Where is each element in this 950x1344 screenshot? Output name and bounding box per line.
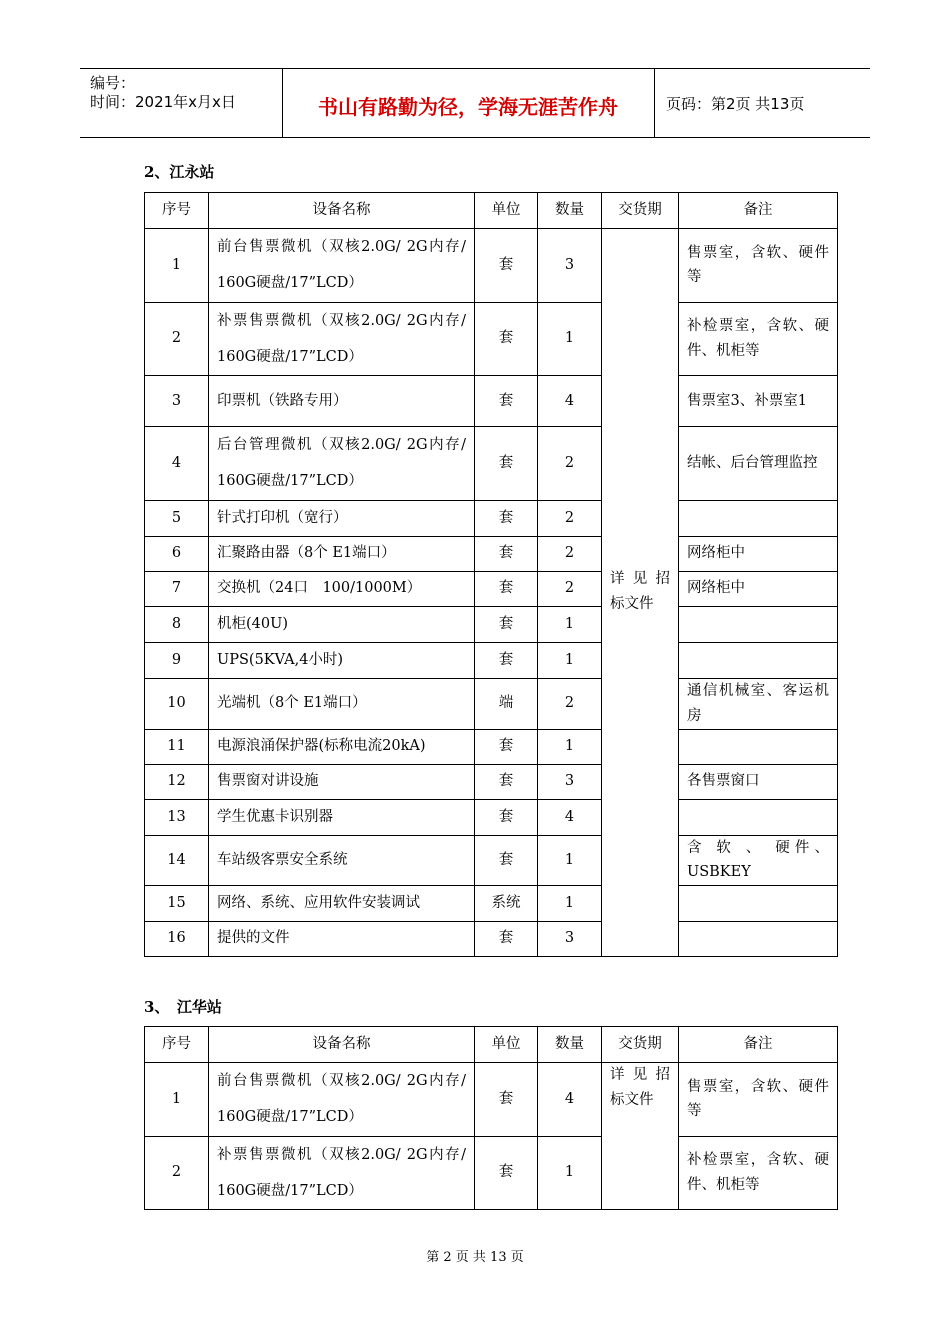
quantity-cell: 1 bbox=[538, 1136, 602, 1210]
note-cell bbox=[679, 606, 838, 642]
table-row bbox=[145, 642, 838, 678]
unit-cell: 系统 bbox=[475, 885, 538, 921]
row-number-cell: 1 bbox=[145, 1063, 209, 1137]
equipment-name-cell: 前台售票微机（双核2.0G/ 2G内存/ 160G硬盘/17”LCD） bbox=[209, 229, 475, 303]
table-row bbox=[145, 1063, 838, 1137]
equipment-name-cell: UPS(5KVA,4小时) bbox=[209, 642, 475, 678]
unit-cell: 套 bbox=[475, 427, 538, 501]
note-cell bbox=[679, 642, 838, 678]
note-cell: 网络柜中 bbox=[679, 536, 838, 571]
equipment-table-jianghua bbox=[144, 1026, 838, 1210]
col-header-note: 备注 bbox=[679, 1027, 838, 1063]
note-cell: 各售票窗口 bbox=[679, 764, 838, 799]
table-header-row bbox=[145, 193, 838, 229]
col-header-qty: 数量 bbox=[538, 193, 602, 229]
table-row bbox=[145, 571, 838, 606]
page-header bbox=[80, 68, 870, 138]
col-header-delivery: 交货期 bbox=[602, 193, 679, 229]
document-time-label: 时间：2021年x月x日 bbox=[90, 93, 236, 111]
row-number-cell: 4 bbox=[145, 427, 209, 501]
unit-cell: 套 bbox=[475, 500, 538, 536]
quantity-cell: 4 bbox=[538, 376, 602, 427]
unit-cell: 套 bbox=[475, 835, 538, 885]
col-header-unit: 单位 bbox=[475, 193, 538, 229]
quantity-cell: 1 bbox=[538, 729, 602, 764]
equipment-name-cell: 提供的文件 bbox=[209, 921, 475, 956]
equipment-name-cell: 网络、系统、应用软件安装调试 bbox=[209, 885, 475, 921]
equipment-name-cell: 补票售票微机（双核2.0G/ 2G内存/ 160G硬盘/17”LCD） bbox=[209, 302, 475, 376]
document-number-label: 编号： bbox=[90, 74, 136, 92]
row-number-cell: 14 bbox=[145, 835, 209, 885]
note-cell: 售票室，含软、硬件等 bbox=[679, 229, 838, 303]
quantity-cell: 4 bbox=[538, 799, 602, 835]
quantity-cell: 2 bbox=[538, 500, 602, 536]
page-footer: 第 2 页 共 13 页 bbox=[426, 1250, 524, 1265]
header-motto-cell bbox=[282, 69, 655, 137]
header-page-label: 页码：第2页 共13页 bbox=[666, 95, 805, 113]
section-title-jianghua: 3、 江华站 bbox=[144, 998, 222, 1016]
quantity-cell: 2 bbox=[538, 678, 602, 729]
col-header-qty: 数量 bbox=[538, 1027, 602, 1063]
table-row bbox=[145, 376, 838, 427]
equipment-name-cell: 汇聚路由器（8个 E1端口） bbox=[209, 536, 475, 571]
equipment-name-cell: 交换机（24口 100/1000M） bbox=[209, 571, 475, 606]
quantity-cell: 4 bbox=[538, 1063, 602, 1137]
col-header-unit: 单位 bbox=[475, 1027, 538, 1063]
unit-cell: 套 bbox=[475, 376, 538, 427]
table-row bbox=[145, 427, 838, 501]
note-cell: 售票室3、补票室1 bbox=[679, 376, 838, 427]
row-number-cell: 16 bbox=[145, 921, 209, 956]
unit-cell: 套 bbox=[475, 571, 538, 606]
quantity-cell: 2 bbox=[538, 536, 602, 571]
equipment-name-cell: 补票售票微机（双核2.0G/ 2G内存/ 160G硬盘/17”LCD） bbox=[209, 1136, 475, 1210]
note-cell: 售票室，含软、硬件等 bbox=[679, 1063, 838, 1137]
col-header-name: 设备名称 bbox=[209, 1027, 475, 1063]
col-header-name: 设备名称 bbox=[209, 193, 475, 229]
note-cell: 网络柜中 bbox=[679, 571, 838, 606]
row-number-cell: 3 bbox=[145, 376, 209, 427]
equipment-name-cell: 光端机（8个 E1端口） bbox=[209, 678, 475, 729]
unit-cell: 套 bbox=[475, 229, 538, 303]
note-cell bbox=[679, 885, 838, 921]
table-row bbox=[145, 885, 838, 921]
row-number-cell: 1 bbox=[145, 229, 209, 303]
note-cell: 补检票室，含软、硬件、机柜等 bbox=[679, 302, 838, 376]
table-row bbox=[145, 606, 838, 642]
quantity-cell: 3 bbox=[538, 229, 602, 303]
equipment-name-cell: 针式打印机（宽行） bbox=[209, 500, 475, 536]
unit-cell: 套 bbox=[475, 302, 538, 376]
unit-cell: 套 bbox=[475, 729, 538, 764]
quantity-cell: 1 bbox=[538, 642, 602, 678]
quantity-cell: 1 bbox=[538, 835, 602, 885]
table-row bbox=[145, 921, 838, 956]
table-row bbox=[145, 536, 838, 571]
row-number-cell: 10 bbox=[145, 678, 209, 729]
row-number-cell: 5 bbox=[145, 500, 209, 536]
note-cell: 含 软 、 硬件、USBKEY bbox=[679, 835, 838, 885]
table-row bbox=[145, 678, 838, 729]
quantity-cell: 3 bbox=[538, 764, 602, 799]
row-number-cell: 7 bbox=[145, 571, 209, 606]
note-cell bbox=[679, 921, 838, 956]
table-row bbox=[145, 229, 838, 303]
note-cell: 结帐、后台管理监控 bbox=[679, 427, 838, 501]
table-row bbox=[145, 1136, 838, 1210]
note-cell: 通信机械室、客运机房 bbox=[679, 678, 838, 729]
note-cell bbox=[679, 729, 838, 764]
unit-cell: 端 bbox=[475, 678, 538, 729]
table-row bbox=[145, 835, 838, 885]
quantity-cell: 2 bbox=[538, 427, 602, 501]
equipment-name-cell: 学生优惠卡识别器 bbox=[209, 799, 475, 835]
col-header-no: 序号 bbox=[145, 1027, 209, 1063]
row-number-cell: 15 bbox=[145, 885, 209, 921]
col-header-no: 序号 bbox=[145, 193, 209, 229]
quantity-cell: 1 bbox=[538, 302, 602, 376]
table-row bbox=[145, 302, 838, 376]
quantity-cell: 1 bbox=[538, 885, 602, 921]
col-header-delivery: 交货期 bbox=[602, 1027, 679, 1063]
equipment-name-cell: 车站级客票安全系统 bbox=[209, 835, 475, 885]
row-number-cell: 6 bbox=[145, 536, 209, 571]
delivery-cell: 详 见 招标文件 bbox=[602, 229, 679, 957]
equipment-name-cell: 印票机（铁路专用） bbox=[209, 376, 475, 427]
col-header-note: 备注 bbox=[679, 193, 838, 229]
unit-cell: 套 bbox=[475, 606, 538, 642]
equipment-name-cell: 前台售票微机（双核2.0G/ 2G内存/ 160G硬盘/17”LCD） bbox=[209, 1063, 475, 1137]
table-row bbox=[145, 764, 838, 799]
unit-cell: 套 bbox=[475, 642, 538, 678]
row-number-cell: 8 bbox=[145, 606, 209, 642]
quantity-cell: 3 bbox=[538, 921, 602, 956]
equipment-name-cell: 机柜(40U) bbox=[209, 606, 475, 642]
table-row bbox=[145, 799, 838, 835]
unit-cell: 套 bbox=[475, 764, 538, 799]
table-row bbox=[145, 500, 838, 536]
note-cell: 补检票室，含软、硬件、机柜等 bbox=[679, 1136, 838, 1210]
row-number-cell: 9 bbox=[145, 642, 209, 678]
quantity-cell: 2 bbox=[538, 571, 602, 606]
equipment-name-cell: 售票窗对讲设施 bbox=[209, 764, 475, 799]
row-number-cell: 2 bbox=[145, 302, 209, 376]
delivery-cell: 详 见 招标文件 bbox=[602, 1063, 679, 1210]
note-cell bbox=[679, 500, 838, 536]
equipment-name-cell: 后台管理微机（双核2.0G/ 2G内存/ 160G硬盘/17”LCD） bbox=[209, 427, 475, 501]
row-number-cell: 13 bbox=[145, 799, 209, 835]
row-number-cell: 11 bbox=[145, 729, 209, 764]
equipment-table-jiangyong bbox=[144, 192, 838, 957]
row-number-cell: 2 bbox=[145, 1136, 209, 1210]
unit-cell: 套 bbox=[475, 1136, 538, 1210]
unit-cell: 套 bbox=[475, 536, 538, 571]
row-number-cell: 12 bbox=[145, 764, 209, 799]
unit-cell: 套 bbox=[475, 799, 538, 835]
table-row bbox=[145, 729, 838, 764]
quantity-cell: 1 bbox=[538, 606, 602, 642]
header-motto: 书山有路勤为径，学海无涯苦作舟 bbox=[318, 95, 618, 119]
unit-cell: 套 bbox=[475, 921, 538, 956]
header-meta-cell bbox=[80, 69, 283, 137]
table-header-row bbox=[145, 1027, 838, 1063]
equipment-name-cell: 电源浪涌保护器(标称电流20kA) bbox=[209, 729, 475, 764]
unit-cell: 套 bbox=[475, 1063, 538, 1137]
note-cell bbox=[679, 799, 838, 835]
section-title-jiangyong: 2、江永站 bbox=[144, 163, 215, 181]
